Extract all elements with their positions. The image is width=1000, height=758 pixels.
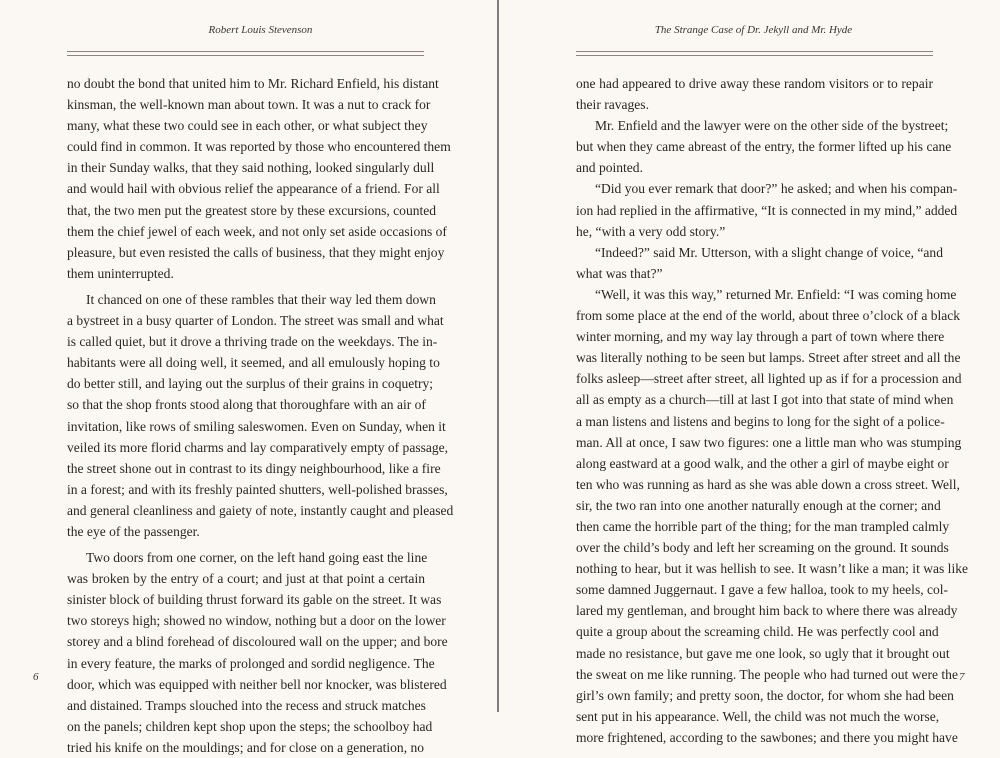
text-line: habitants were all doing well, it seemed, and all emulously hoping to (67, 355, 440, 371)
paragraph (576, 284, 968, 748)
text-line: their ravages. (576, 97, 649, 113)
text-line: Two doors from one corner, on the left hand going east the line (86, 550, 428, 566)
text-line: tried his knife on the mouldings; and for close on a generation, no (67, 739, 425, 755)
text-line: “Did you ever remark that door?” he asked; and when his compan- (595, 181, 958, 197)
text-line: them uninterrupted. (67, 265, 174, 281)
text-line: It chanced on one of these rambles that their way led them down (86, 291, 436, 307)
text-line: sinister block of building thrust forward its gable on the street. It was (67, 592, 442, 608)
text-line: Mr. Enfield and the lawyer were on the other side of the bystreet; (595, 118, 949, 134)
text-line: the sweat on me like running. The people who had turned out were the (576, 666, 958, 682)
text-line: quite a group about the screaming child. He was perfectly cool and (576, 624, 939, 640)
text-line: them the chief jewel of each week, and not only set aside occasions of (67, 223, 447, 239)
text-line: no doubt the bond that united him to Mr. Richard Enfield, his distant (67, 76, 439, 91)
text-line: over the child’s body and left her screaming on the ground. It sounds (576, 540, 949, 556)
text-line: in every feature, the marks of prolonged and sordid negligence. The (67, 655, 435, 671)
text-line: but when they came abreast of the entry, the former lifted up his cane (576, 139, 952, 155)
text-line: sir, the two ran into one another naturally enough at the corner; and (576, 497, 941, 513)
text-line: a bystreet in a busy quarter of London. The street was small and what (67, 313, 444, 329)
right-page-number: 7 (959, 671, 965, 683)
left-page (0, 0, 497, 755)
text-line: is called quiet, but it drove a thriving trade on the weekdays. The in- (67, 334, 438, 350)
text-line: folks asleep—street after street, all lighted up as if for a procession and (576, 371, 962, 387)
paragraph (67, 547, 448, 758)
text-line: kinsman, the well-known man about town. It was a nut to crack for (67, 97, 431, 113)
text-line: and would hail with obvious relief the appearance of a friend. For all (67, 181, 440, 197)
text-line: man. All at once, I saw two figures: one a little man who was stumping (576, 434, 962, 450)
text-line: two storeys high; showed no window, nothing but a door on the lower (67, 613, 446, 629)
text-line: sent put in his appearance. Well, the child was not much the worse, (576, 708, 940, 724)
paragraph (576, 242, 943, 284)
left-running-head: Robert Louis Stevenson (208, 24, 313, 36)
text-line: some damned Juggernaut. I gave a few halloa, took to my heels, col- (576, 582, 949, 598)
text-line: so that the shop fronts stood along that thoroughfare with an air of (67, 397, 426, 413)
text-line: lared my gentleman, and brought him back to where there was already (576, 603, 958, 619)
text-line: and pointed. (576, 160, 643, 176)
text-line: was broken by the entry of a court; and just at that point a certain (67, 571, 425, 587)
text-line: and distained. Tramps slouched into the recess and struck matches (67, 697, 426, 713)
left-body-text (67, 73, 454, 758)
text-line: all as empty as a church—till at last I got into that state of mind when (576, 392, 954, 408)
text-line: could find in common. It was reported by those who encountered them (67, 139, 451, 155)
left-header-rule (67, 51, 424, 56)
text-line: more frightened, according to the sawbones; and there you might have (576, 729, 958, 745)
text-line: winter morning, and my way lay through a part of town where there (576, 329, 945, 345)
right-running-head: The Strange Case of Dr. Jekyll and Mr. Hyde (654, 24, 853, 36)
text-line: ten who was running as hard as she was able down a cross street. Well, (576, 476, 960, 492)
paragraph (67, 73, 451, 284)
text-line: the street shone out in contrast to its dingy neighbourhood, like a fire (67, 460, 441, 476)
text-line: invitation, like rows of smiling saleswomen. Even on Sunday, when it (67, 418, 446, 434)
text-line: a man listens and listens and begins to long for the sight of a police- (576, 413, 945, 429)
text-line: in a forest; and with its freshly painted shutters, well-polished brasses, (67, 481, 448, 497)
text-line: many, what these two could see in each other, or what subject they (67, 118, 428, 134)
text-line: he, “with a very odd story.” (576, 223, 726, 239)
text-line: do better still, and laying out the surplus of their grains in coquetry; (67, 376, 434, 392)
text-line: on the panels; children kept shop upon the steps; the schoolboy had (67, 718, 433, 734)
text-line: was literally nothing to be seen but lamps. Street after street and all the (576, 350, 961, 366)
text-line: what was that?” (576, 265, 663, 281)
text-line: then came the horrible part of the thing; for the man trampled calmly (576, 518, 950, 534)
text-line: door, which was equipped with neither bell nor knocker, was blistered (67, 676, 447, 692)
text-line: that, the two men put the greatest store by these excursions, counted (67, 202, 437, 218)
text-line: nothing to hear, but it was hellish to see. It wasn’t like a man; it was like (576, 561, 968, 577)
paragraph (576, 73, 933, 115)
paragraph (576, 178, 958, 241)
text-line: veiled its more florid charms and lay comparatively empty of passage, (67, 439, 449, 455)
text-line: ion had replied in the affirmative, “It is connected in my mind,” added (576, 202, 958, 218)
text-line: in their Sunday walks, that they said nothing, looked singularly dull (67, 160, 435, 176)
text-line: made no resistance, but gave me one look, so ugly that it brought out (576, 645, 950, 661)
left-page-number: 6 (33, 671, 39, 683)
right-page (499, 0, 1000, 745)
text-line: pleasure, but even resisted the calls of business, that they might enjoy (67, 244, 445, 260)
paragraph (67, 289, 454, 542)
text-line: girl’s own family; and pretty soon, the doctor, for whom she had been (576, 687, 954, 703)
text-line: one had appeared to drive away these random visitors or to repair (576, 76, 933, 91)
text-line: along eastward at a good walk, and the other a girl of maybe eight or (576, 455, 949, 471)
text-line: storey and a blind forehead of discoloured wall on the upper; and bore (67, 634, 448, 650)
text-line: from some place at the end of the world, about three o’clock of a black (576, 308, 961, 324)
right-header-rule (576, 51, 933, 56)
paragraph (576, 115, 952, 178)
text-line: “Well, it was this way,” returned Mr. Enfield: “I was coming home (595, 286, 957, 302)
text-line: the eye of the passenger. (67, 523, 200, 539)
text-line: “Indeed?” said Mr. Utterson, with a slight change of voice, “and (595, 244, 943, 260)
text-line: and general cleanliness and gaiety of note, instantly caught and pleased (67, 502, 454, 518)
right-body-text (576, 73, 968, 748)
